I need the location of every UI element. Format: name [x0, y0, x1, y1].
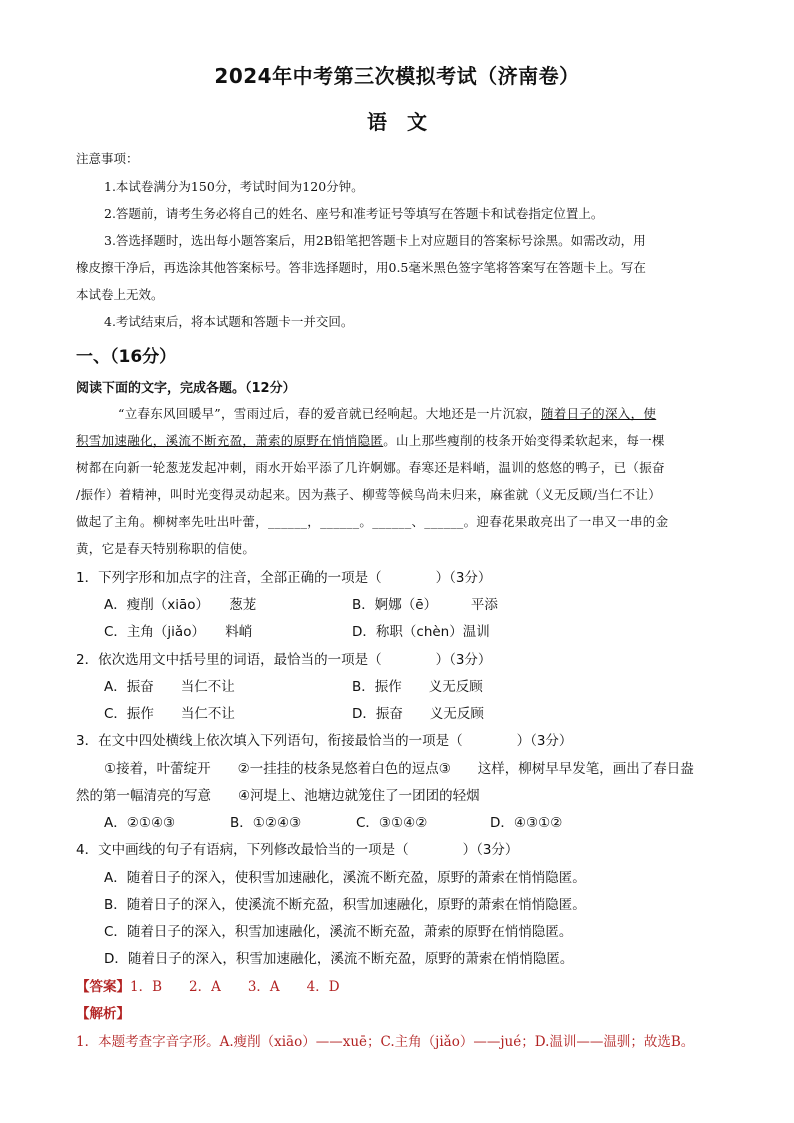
subject-title: 语 文: [367, 110, 427, 134]
option-c: C．随着日子的深入，积雪加速融化，溪流不断充盈，萧索的原野在悄悄隐匿。: [104, 924, 573, 940]
passage-line: 积雪加速融化，溪流不断充盈，萧索的原野在悄悄隐匿。山上那些瘦削的枝条开始变得柔软起来，每一棵: [76, 433, 665, 448]
option-c: C．主角（jiǎo） 料峭: [104, 624, 253, 640]
notes-heading: 注意事项：: [76, 151, 139, 166]
option-a: A．瘦削（xiāo） 葱茏: [104, 597, 257, 613]
reading-instruction: 阅读下面的文字，完成各题。（12分）: [76, 381, 296, 396]
note-item: 4.考试结束后，将本试题和答题卡一并交回。: [104, 314, 354, 329]
question-body: ①接着，叶蕾绽开 ②一挂挂的枝条晃悠着白色的逗点③ 这样，柳树早早发笔，画出了春日盎: [104, 761, 694, 777]
option-a: A．随着日子的深入，使积雪加速融化，溪流不断充盈，原野的萧索在悄悄隐匿。: [104, 870, 586, 886]
passage-line: 做起了主角。柳树率先吐出叶蕾，______，______。______、______。迎春花果敢亮出了一串又一串的金: [76, 514, 669, 529]
option-d: D．称职（chèn）温训: [352, 624, 490, 640]
section-heading: 一、（16分）: [76, 347, 177, 367]
note-item: 3.答选择题时，选出每小题答案后，用2B铅笔把答题卡上对应题目的答案标号涂黑。如需改动，用: [104, 233, 646, 248]
analysis-text: 1．本题考查字音字形。A.瘦削（xiāo）——xuē；C.主角（jiǎo）——jué；D.温训——温驯；故选B。: [76, 1034, 695, 1050]
note-item: 本试卷上无效。: [76, 287, 164, 302]
option-d: D．④③①②: [490, 815, 563, 831]
underlined-sentence: 积雪加速融化，溪流不断充盈，萧索的原野在悄悄隐匿: [76, 433, 384, 448]
note-item: 1.本试卷满分为150分，考试时间为120分钟。: [104, 179, 364, 194]
question-body: 然的第一幅清亮的写意 ④河堤上、池塘边就笼住了一团团的轻烟: [76, 788, 480, 804]
passage-line: 黄，它是春天特别称职的信使。: [76, 541, 256, 556]
option-b: B．振作 义无反顾: [352, 679, 483, 695]
option-a: A．振奋 当仁不让: [104, 679, 235, 695]
option-b: B．随着日子的深入，使溪流不断充盈，积雪加速融化，原野的萧索在悄悄隐匿。: [104, 897, 586, 913]
option-b: B．①②④③: [230, 815, 302, 831]
answer-tag: 【答案】: [76, 979, 130, 995]
option-d: D．随着日子的深入，积雪加速融化，溪流不断充盈，原野的萧索在悄悄隐匿。: [104, 951, 574, 967]
analysis-tag: 【解析】: [76, 1006, 130, 1022]
option-a: A．②①④③: [104, 815, 176, 831]
option-c: C．③①④②: [356, 815, 428, 831]
question-stem: 1．下列字形和加点字的注音，全部正确的一项是（ ）（3分）: [76, 570, 492, 586]
passage-line: “立春东风回暖早”，雪雨过后，春的爱音就已经响起。大地还是一片沉寂，随着日子的深入，使: [118, 406, 657, 421]
underlined-sentence: 随着日子的深入，使: [540, 406, 657, 421]
answer-line: [76, 975, 340, 995]
question-stem: 4．文中画线的句子有语病，下列修改最恰当的一项是（ ）（3分）: [76, 842, 519, 858]
note-item: 2.答题前，请考生务必将自己的姓名、座号和准考证号等填写在答题卡和试卷指定位置上。: [104, 206, 604, 221]
question-stem: 2．依次选用文中括号里的词语，最恰当的一项是（ ）（3分）: [76, 652, 492, 668]
note-item: 橡皮擦干净后，再选涂其他答案标号。答非选择题时，用0.5毫米黑色签字笔将答案写在答题卡上。写在: [76, 260, 646, 275]
answer-text: 1．B 2．A 3．A 4．D: [130, 979, 340, 995]
exam-title: 2024年中考第三次模拟考试（济南卷）: [214, 64, 580, 88]
option-c: C．振作 当仁不让: [104, 706, 235, 722]
passage-line: /振作）着精神，叫时光变得灵动起来。因为燕子、柳莺等候鸟尚未归来，麻雀就（义无反顾/当仁不让）: [76, 487, 662, 502]
option-d: D．振奋 义无反顾: [352, 706, 484, 722]
option-b: B．婀娜（ē） 平添: [352, 597, 498, 613]
question-stem: 3．在文中四处横线上依次填入下列语句，衔接最恰当的一项是（ ）（3分）: [76, 733, 573, 749]
passage-line: 树都在向新一轮葱茏发起冲刺，雨水开始平添了几许婀娜。春寒还是料峭，温训的悠悠的鸭子，已（振奋: [76, 460, 665, 475]
